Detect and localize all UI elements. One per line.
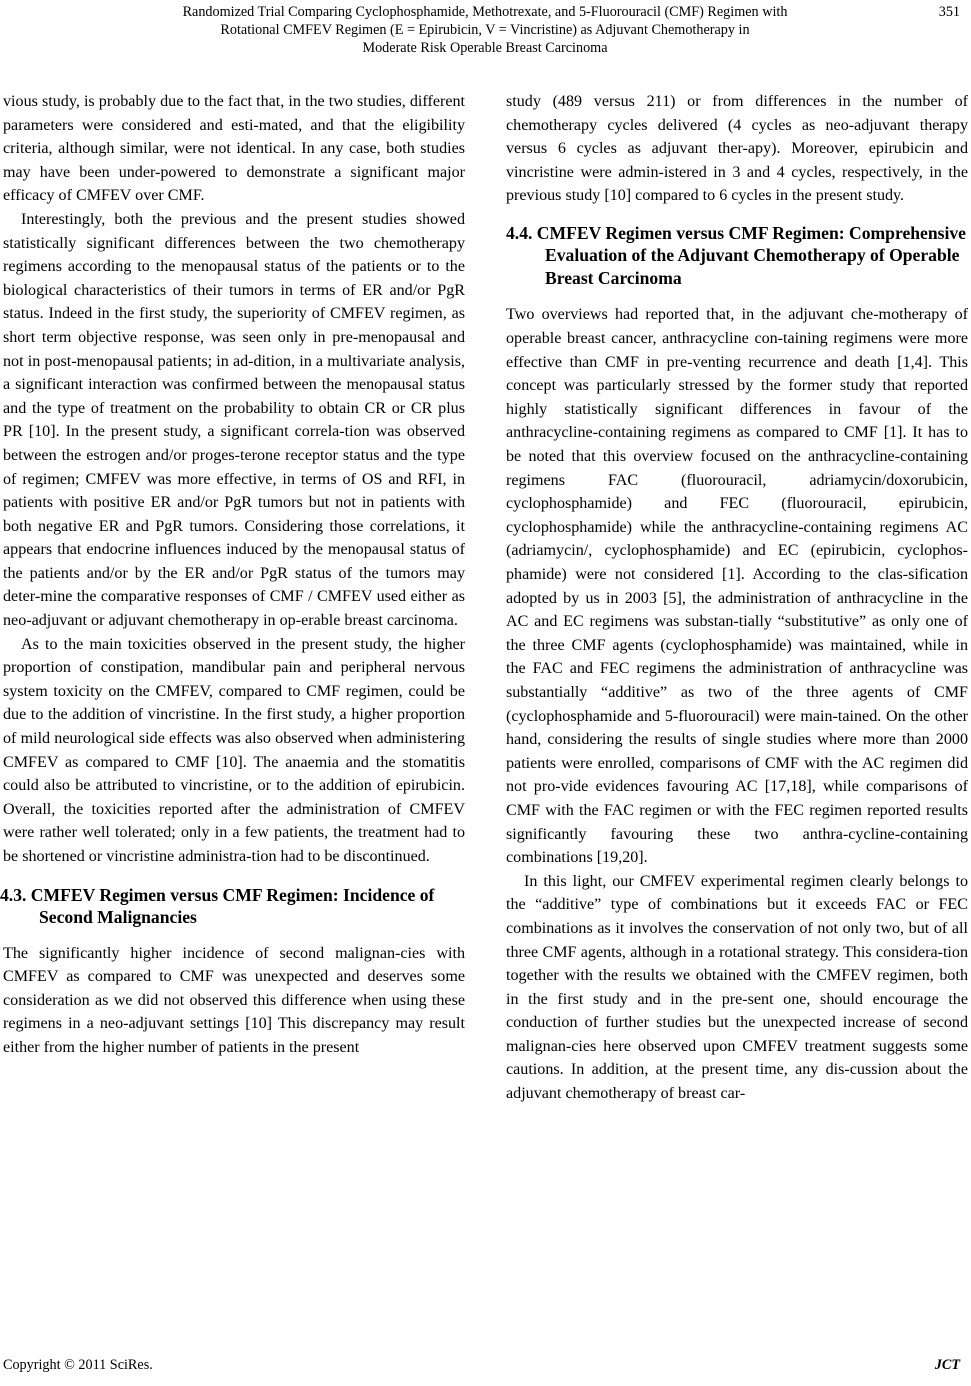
paragraph: In this light, our CMFEV experimental regimen clearly belongs to the “additive” type of combinations but it exceeds FAC or FEC combinations as it involves the conservation of not only two, but of all three CMF agents, although in a rotational strategy. This considera-tion together with the results we obtained with the CMFEV regimen, both in the first study and in the pre-sent one, should encourage the conduction of further studies but the unexpected increase of second malignan-cies here observed upon CMFEV treatment suggests some cautions. In addition, at the present time, any dis-cussion about the adjuvant chemotherapy of breast car-: [506, 872, 968, 1103]
paragraph: Two overviews had reported that, in the adjuvant che-motherapy of operable breast cancer, anthracycline con-taining regimens were more effective than CMF in pre-venting recurrence and death [1,4]. This concept was particularly stressed by the former study that reported highly statistically significant differences in favour of the anthracycline-containing regimens as compared to CMF [1]. It has to be noted that this overview focused on the anthracycline-containing regimens FAC (fluorouracil, adriamycin/doxorubicin, cyclophosphamide) and FEC (fluorouracil, epirubicin, cyclophosphamide) while the anthracycline-containing regimens AC (adriamycin/, cyclophosphamide) and EC (epirubicin, cyclophos-phamide) were not considered [1]. According to the clas-sification adopted by us in 2003 [5], the administration of anthracycline in the AC and EC regimens was substan-tially “substitutive” as only one of the three CMF agents (cyclophosphamide) was maintained, while in the FAC and FEC regimens the administration of anthracycline was substantially “additive” as two of the three agents of CMF (cyclophosphamide and 5-fluorouracil) were main-tained. On the other hand, considering the results of single studies where more than 2000 patients were enrolled, comparisons of CMF with the AC regimen did not pro-vide evidences favouring AC [17,18], while comparisons of CMF with the FAC regimen or with the FEC regimen reported results significantly favouring these two anthra-cycline-containing combinations [19,20].: [506, 306, 968, 867]
paragraph: The significantly higher incidence of second malignan-cies with CMFEV as compared to CMF was unexpected and deserves some consideration as we did not observed this difference when using these regimens in a neo-adjuvant settings [10] This discrepancy may result either from the higher number of patients in the present: [3, 944, 465, 1056]
running-head: [70, 3, 900, 57]
paragraph: vious study, is probably due to the fact that, in the two studies, different parameters were considered and esti-mated, and that the eligibility criteria, although similar, were not identical. In any case, both studies may have been under-powered to demonstrate a significant major efficacy of CMFEV over CMF.: [3, 93, 465, 205]
journal-abbreviation: JCT: [934, 1357, 960, 1373]
copyright-notice: Copyright © 2011 SciRes.: [3, 1357, 153, 1373]
page-number: 351: [938, 4, 960, 20]
paragraph: As to the main toxicities observed in the present study, the higher proportion of constipation, mandibular pain and peripheral nervous system toxicity on the CMFEV, compared to CMF regimen, could be due to the addition of vincristine. In the first study, a higher proportion of mild neurological side effects was also observed when administering CMFEV as compared to CMF [10]. The anaemia and the stomatitis could also be attributed to vincristine, or to the addition of epirubicin. Overall, the toxicities reported after the administration of CMFEV were rather well tolerated; only in a few patients, the treatment had to be shortened or vincristine administra-tion had to be discontinued.: [3, 635, 465, 865]
running-title-line-3: Moderate Risk Operable Breast Carcinoma: [362, 40, 608, 56]
running-title-line-2: Rotational CMFEV Regimen (E = Epirubicin, V = Vincristine) as Adjuvant Chemotherapy in: [220, 22, 750, 38]
section-heading-4-3: 4.3. CMFEV Regimen versus CMF Regimen: Incidence of Second Malignancies: [0, 884, 435, 928]
right-column: [506, 90, 968, 1106]
section-heading-4-4: 4.4. CMFEV Regimen versus CMF Regimen: Comprehensive Evaluation of the Adjuvant Chemotherapy of Operable Breast Carcinoma: [506, 222, 966, 288]
paragraph: study (489 versus 211) or from differences in the number of chemotherapy cycles delivered (4 cycles as neo-adjuvant therapy versus 6 cycles as adjuvant ther-apy). Moreover, epirubicin and vincristine were admin-istered in 3 and 4 cycles, respectively, in the previous study [10] compared to 6 cycles in the present study.: [506, 93, 968, 205]
paragraph: Interestingly, both the previous and the present studies showed statistically significant differences between the two chemotherapy regimens according to the menopausal status of the patients or to the biological characteristics of their tumors in terms of ER and/or PgR status. Indeed in the first study, the superiority of CMFEV regimen, as short term objective response, was seen only in pre-menopausal and not in post-menopausal patients; in ad-dition, in a multivariate analysis, a significant interaction was confirmed between the menopausal status and the type of treatment on the probability to obtain CR or CR plus PR [10]. In the present study, a significant correla-tion was observed between the estrogen and/or proges-terone receptor status and the type of regimen; CMFEV was more effective, in terms of OS and RFI, in patients with positive ER and/or PgR tumors but not in patients with both negative ER and PgR tumors. Considering those correlations, it appears that endocrine influences induced by the menopausal status of the patients and/or by the ER and/or PgR status of the tumors may deter-mine the comparative responses of CMF / CMFEV used either as neo-adjuvant or adjuvant chemotherapy in op-erable breast carcinoma.: [3, 210, 465, 630]
left-column: [0, 90, 465, 1060]
running-title-line-1: Randomized Trial Comparing Cyclophosphamide, Methotrexate, and 5-Fluorouracil (CMF) Regimen with: [182, 4, 788, 20]
